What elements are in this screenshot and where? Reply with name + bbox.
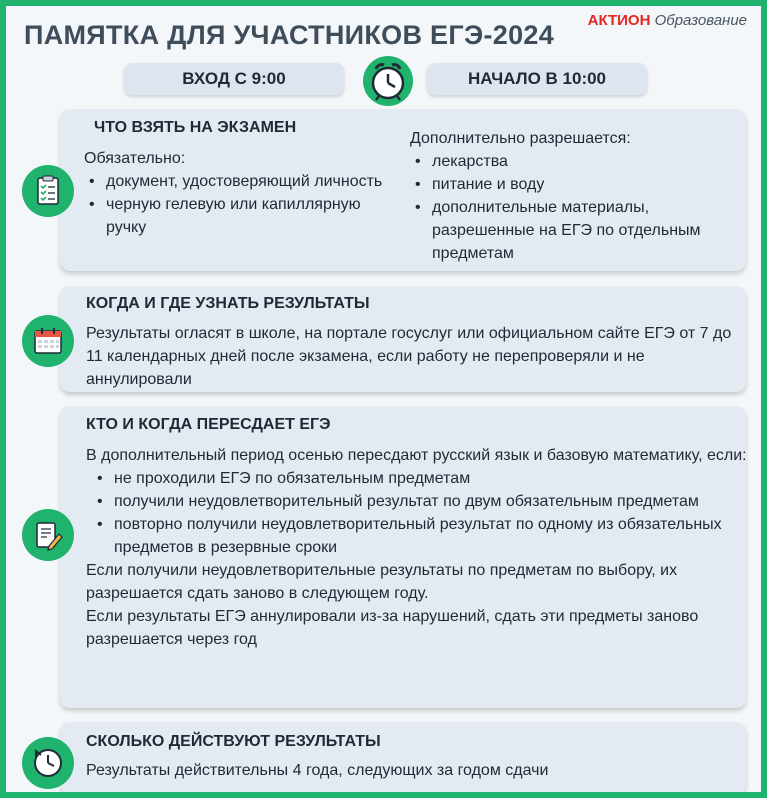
retake-note-2: Если результаты ЕГЭ аннулировали из-за нарушений, сдать эти предметы заново разрешается через год [86, 608, 699, 648]
brand-suffix: Образование [654, 12, 747, 29]
list-item: • черную гелевую или капиллярную ручку [84, 193, 384, 239]
extra-label: Дополнительно разрешается: [410, 130, 631, 147]
retake-intro: В дополнительный период осенью пересдают русский язык и базовую математику, если: [86, 447, 747, 464]
list-item: • получили неудовлетворительный результат по двум обязательным предметам [92, 490, 748, 513]
list-item: • не проходили ЕГЭ по обязательным предметам [92, 467, 748, 490]
results-when-title: КОГДА И ГДЕ УЗНАТЬ РЕЗУЛЬТАТЫ [86, 295, 370, 312]
brand-name: АКТИОН [587, 12, 651, 29]
what-to-take-title: ЧТО ВЗЯТЬ НА ЭКЗАМЕН [94, 119, 297, 136]
validity-text: Результаты действительны 4 года, следующих за годом сдачи [86, 762, 549, 779]
list-item: • питание и воду [410, 173, 710, 196]
retake-title: КТО И КОГДА ПЕРЕСДАЕТ ЕГЭ [86, 416, 331, 433]
extra-block [410, 127, 710, 265]
retake-note-1: Если получили неудовлетворительные результаты по предметам по выбору, их разрешается сдать заново в следующем году. [86, 562, 678, 602]
retake-body [86, 444, 748, 651]
brand-logo [588, 12, 747, 29]
start-time-pill: НАЧАЛО В 10:00 [427, 63, 647, 95]
required-block [84, 147, 384, 239]
list-item: • лекарства [410, 150, 710, 173]
checklist-icon [22, 165, 74, 217]
history-icon [22, 737, 74, 789]
alarm-clock-icon [357, 52, 419, 108]
list-item: • документ, удостоверяющий личность [84, 170, 384, 193]
document-pen-icon [22, 509, 74, 561]
list-item: • повторно получили неудовлетворительный результат по одному из обязательных предметов в резервные сроки [92, 513, 748, 559]
required-label: Обязательно: [84, 150, 186, 167]
page-title: ПАМЯТКА ДЛЯ УЧАСТНИКОВ ЕГЭ-2024 [24, 20, 555, 50]
entry-time-pill: ВХОД С 9:00 [124, 63, 344, 95]
list-item: • дополнительные материалы, разрешенные на ЕГЭ по отдельным предметам [410, 196, 710, 265]
calendar-icon [22, 315, 74, 367]
validity-title: СКОЛЬКО ДЕЙСТВУЮТ РЕЗУЛЬТАТЫ [86, 733, 381, 750]
results-when-text: Результаты огласят в школе, на портале госуслуг или официальном сайте ЕГЭ от 7 до 11 календарных дней после экзамена, если работу не перепроверяли и не аннулировали [86, 325, 732, 388]
